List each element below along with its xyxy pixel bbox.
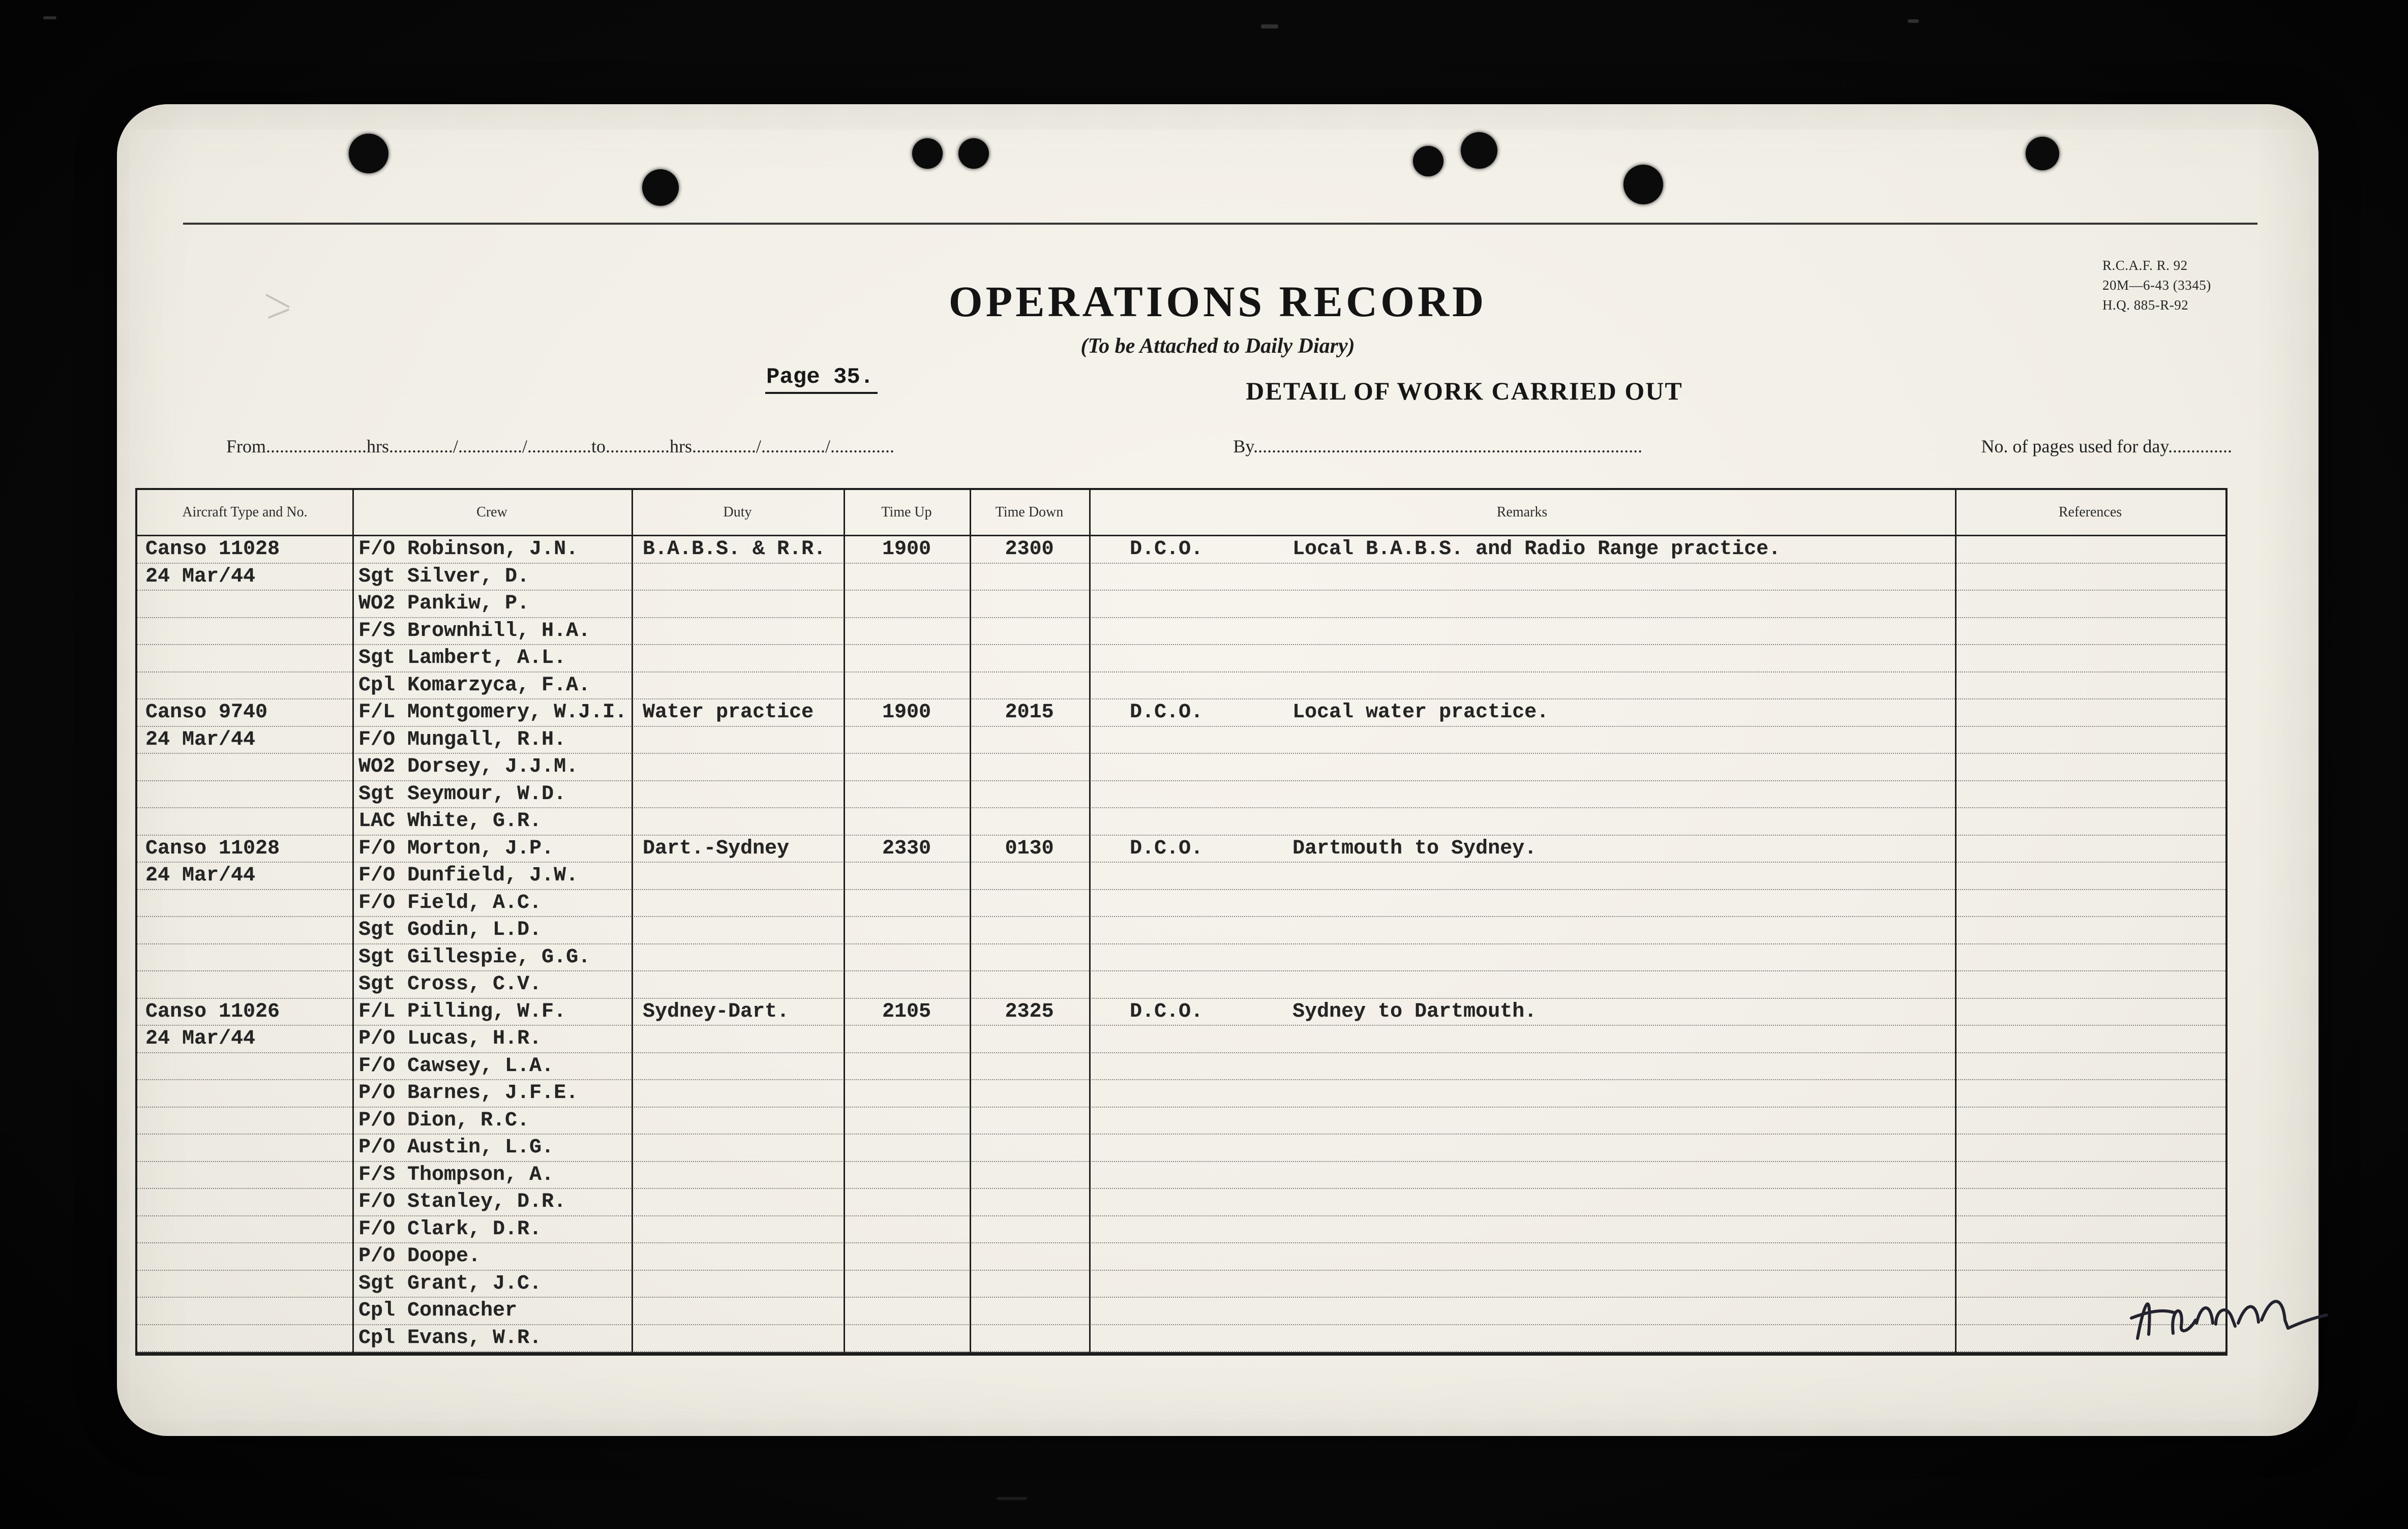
crew-cell: Sgt Cross, C.V.: [358, 973, 542, 996]
table-header-row: [137, 490, 2225, 536]
table-body: [137, 536, 2225, 1352]
time-up-cell: 1900: [882, 701, 931, 724]
table-row: [137, 944, 2225, 972]
col-header-time-down: Time Down: [995, 504, 1064, 520]
page-number-label: Page 35.: [765, 364, 878, 394]
time-up-cell: 1900: [882, 538, 931, 561]
date-cell: 24 Mar/44: [145, 864, 256, 888]
document-subtitle: (To be Attached to Daily Diary): [1080, 334, 1355, 358]
crew-cell: Cpl Evans, W.R.: [358, 1326, 542, 1350]
aircraft-cell: Canso 11028: [145, 538, 280, 561]
crew-cell: Sgt Lambert, A.L.: [358, 647, 566, 670]
remarks-cell: [1089, 701, 1955, 724]
remarks-cell: [1089, 837, 1955, 860]
remarks-text: Local B.A.B.S. and Radio Range practice.: [1292, 538, 1781, 561]
scan-speck: [43, 16, 56, 19]
time-down-cell: 0130: [1005, 837, 1054, 860]
table-row: [137, 536, 2225, 564]
pages-used-blank: No. of pages used for day..............: [1981, 436, 2232, 456]
punch-hole: [349, 134, 388, 173]
table-row: [137, 917, 2225, 944]
table-row: [137, 999, 2225, 1026]
table-row: [137, 1216, 2225, 1244]
punch-hole: [2026, 137, 2059, 170]
duty-cell: Sydney-Dart.: [643, 1000, 790, 1023]
punch-hole: [1461, 132, 1497, 169]
table-row: [137, 971, 2225, 999]
duty-cell: Dart.-Sydney: [643, 837, 790, 860]
table-row: [137, 836, 2225, 863]
table-row: [137, 1162, 2225, 1189]
from-hrs-blanks: From......................hrs............../............../..............to..............hrs............../............../..............: [226, 436, 895, 456]
col-header-crew: Crew: [476, 504, 507, 520]
crew-cell: Cpl Komarzyca, F.A.: [358, 674, 591, 697]
table-row: [137, 1298, 2225, 1325]
punch-hole: [1413, 146, 1443, 176]
table-row: [137, 890, 2225, 918]
dco-label: D.C.O.: [1130, 837, 1203, 860]
remarks-cell: [1089, 538, 1955, 561]
crew-cell: WO2 Pankiw, P.: [358, 592, 530, 616]
time-down-cell: 2300: [1005, 538, 1054, 561]
punch-hole: [912, 138, 943, 169]
crew-cell: P/O Dion, R.C.: [358, 1109, 530, 1132]
remarks-text: Dartmouth to Sydney.: [1292, 837, 1537, 860]
section-title: DETAIL OF WORK CARRIED OUT: [1246, 377, 1683, 405]
punch-hole: [1623, 165, 1663, 204]
punch-hole: [642, 169, 679, 206]
crew-cell: P/O Austin, L.G.: [358, 1136, 554, 1159]
table-row: [137, 618, 2225, 646]
scan-speck: [1261, 24, 1278, 28]
crew-cell: F/O Clark, D.R.: [358, 1217, 542, 1241]
table-row: [137, 1243, 2225, 1271]
handwritten-signature: [2120, 1273, 2334, 1360]
crew-cell: LAC White, G.R.: [358, 810, 542, 833]
dco-label: D.C.O.: [1130, 1000, 1203, 1023]
table-row: [137, 1108, 2225, 1135]
col-header-aircraft: Aircraft Type and No.: [182, 504, 308, 520]
crew-cell: Cpl Connacher: [358, 1299, 518, 1323]
crew-cell: F/O Robinson, J.N.: [358, 538, 579, 561]
stamp-line: H.Q. 885-R-92: [2102, 297, 2189, 313]
table-row: [137, 754, 2225, 781]
aircraft-cell: Canso 11028: [145, 837, 280, 860]
crew-cell: P/O Doope.: [358, 1245, 481, 1268]
crew-cell: F/O Morton, J.P.: [358, 837, 554, 860]
crew-cell: P/O Lucas, H.R.: [358, 1027, 542, 1051]
by-blank: By.....................................................................................: [1233, 436, 1643, 456]
table-row: [137, 727, 2225, 754]
crew-cell: WO2 Dorsey, J.J.M.: [358, 755, 579, 779]
crew-cell: F/O Field, A.C.: [358, 891, 542, 914]
table-row: [137, 808, 2225, 836]
dco-label: D.C.O.: [1130, 538, 1203, 561]
stamp-line: 20M—6-43 (3345): [2102, 278, 2211, 293]
crew-cell: F/L Montgomery, W.J.I.: [358, 701, 627, 724]
aircraft-cell: Canso 9740: [145, 701, 268, 724]
remarks-cell: [1089, 1000, 1955, 1023]
table-row: [137, 591, 2225, 618]
col-header-references: References: [2058, 504, 2122, 520]
time-down-cell: 2015: [1005, 701, 1054, 724]
table-row: [137, 1189, 2225, 1216]
from-to-line: [226, 436, 2232, 460]
document-page: [117, 104, 2319, 1436]
date-cell: 24 Mar/44: [145, 1027, 256, 1051]
crew-cell: F/O Dunfield, J.W.: [358, 864, 579, 888]
header-rule: [183, 223, 2258, 225]
stamp-line: R.C.A.F. R. 92: [2102, 258, 2188, 273]
crew-cell: P/O Barnes, J.F.E.: [358, 1082, 579, 1105]
crew-cell: Sgt Godin, L.D.: [358, 919, 542, 942]
time-up-cell: 2330: [882, 837, 931, 860]
document-title: OPERATIONS RECORD: [948, 277, 1487, 326]
table-row: [137, 645, 2225, 672]
table-row: [137, 863, 2225, 890]
operations-table: [135, 488, 2228, 1356]
table-row: [137, 1271, 2225, 1298]
crew-cell: F/S Thompson, A.: [358, 1163, 554, 1186]
table-row: [137, 1080, 2225, 1108]
col-header-time-up: Time Up: [881, 504, 932, 520]
col-header-remarks: Remarks: [1496, 504, 1548, 520]
crew-cell: F/O Stanley, D.R.: [358, 1190, 566, 1214]
remarks-text: Sydney to Dartmouth.: [1292, 1000, 1537, 1023]
scan-speck: [1908, 19, 1919, 23]
crew-cell: F/O Cawsey, L.A.: [358, 1054, 554, 1078]
duty-cell: B.A.B.S. & R.R.: [643, 538, 826, 561]
dco-label: D.C.O.: [1130, 701, 1203, 724]
aircraft-cell: Canso 11026: [145, 1000, 280, 1023]
col-header-duty: Duty: [723, 504, 752, 520]
crew-cell: F/S Brownhill, H.A.: [358, 619, 591, 643]
crew-cell: Sgt Seymour, W.D.: [358, 782, 566, 806]
crew-cell: Sgt Gillespie, G.G.: [358, 945, 591, 969]
time-down-cell: 2325: [1005, 1000, 1054, 1023]
table-row: [137, 1053, 2225, 1081]
duty-cell: Water practice: [643, 701, 814, 724]
table-row: [137, 781, 2225, 809]
crew-cell: F/L Pilling, W.F.: [358, 1000, 566, 1023]
remarks-text: Local water practice.: [1292, 701, 1549, 724]
scan-speck: [997, 1497, 1027, 1500]
date-cell: 24 Mar/44: [145, 728, 256, 751]
date-cell: 24 Mar/44: [145, 565, 256, 588]
crew-cell: F/O Mungall, R.H.: [358, 728, 566, 751]
table-row: [137, 672, 2225, 700]
table-row: [137, 699, 2225, 727]
table-row: [137, 1135, 2225, 1162]
table-row: [137, 564, 2225, 591]
crew-cell: Sgt Silver, D.: [358, 565, 530, 588]
punch-hole: [958, 138, 989, 169]
table-row: [137, 1325, 2225, 1353]
table-row: [137, 1026, 2225, 1053]
time-up-cell: 2105: [882, 1000, 931, 1023]
crew-cell: Sgt Grant, J.C.: [358, 1272, 542, 1295]
